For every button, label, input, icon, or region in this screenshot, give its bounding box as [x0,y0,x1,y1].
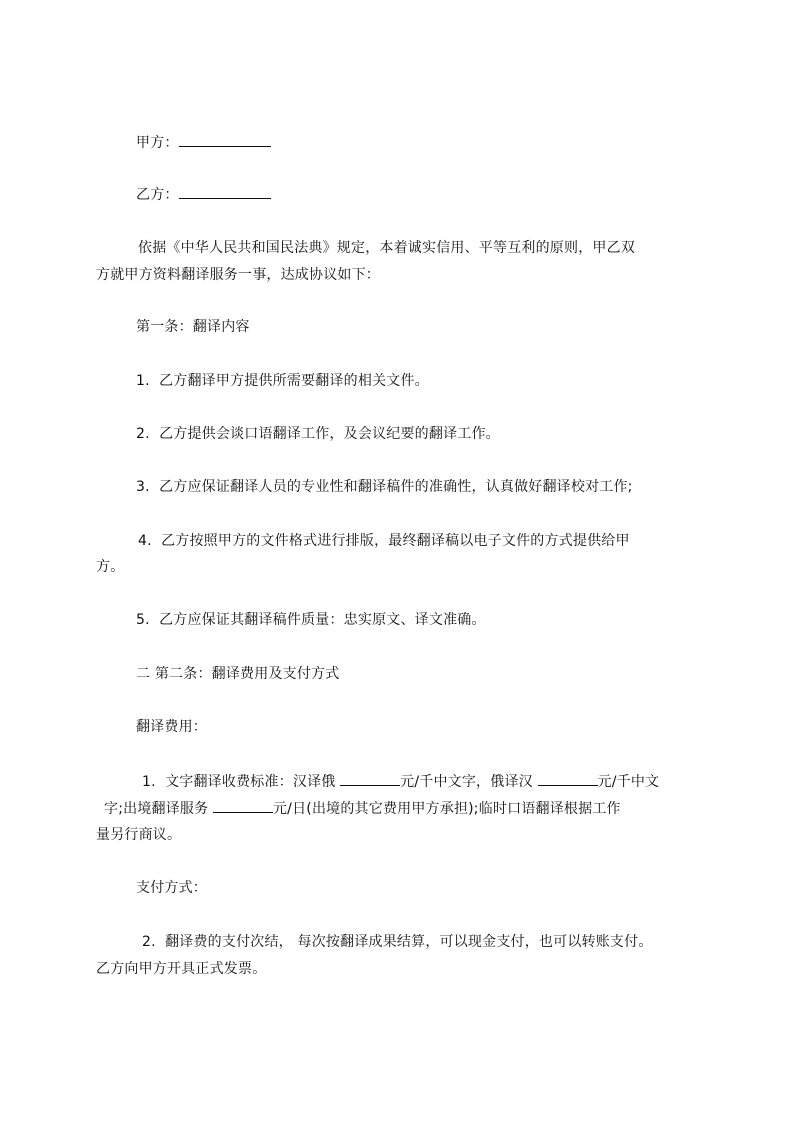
payment-text: 翻译费的支付次结， 每次按翻译成果结算，可以现金支付，也可以转账支付。 [165,934,653,950]
article-1-item-2 [136,424,500,444]
item-number: 5. [136,612,150,628]
fee-text-a: 文字翻译收费标准：汉译俄 [165,774,341,790]
payment-item-line-1 [142,932,653,952]
article-1-item-3 [136,477,633,497]
item-number: 2. [142,934,156,950]
payment-item-line-2: 乙方向甲方开具正式发票。 [96,961,267,977]
party-a-line [136,132,271,153]
item-number: 1. [136,373,150,389]
intro-line-2: 方就甲方资料翻译服务一事，达成协议如下： [96,267,380,283]
party-b-label: 乙方： [136,187,179,203]
item-number: 4. [138,533,152,549]
intro-line-1: 依据《中华人民共和国民法典》规定，本着诚实信用、平等互利的原则，甲乙双 [138,240,635,256]
article-1-item-4-cont: 方。 [96,559,125,575]
party-a-blank [179,132,271,147]
item-number: 1. [142,774,156,790]
article-1-title: 第一条：翻译内容 [136,319,250,335]
party-b-blank [179,184,271,199]
item-text: 乙方翻译甲方提供所需要翻译的相关文件。 [159,373,429,389]
article-2-title: 二 第二条：翻译费用及支付方式 [136,666,340,682]
item-text: 乙方应保证翻译人员的专业性和翻译稿件的准确性，认真做好翻译校对工作; [159,479,633,495]
payment-label: 支付方式： [136,880,207,896]
item-text: 乙方提供会谈口语翻译工作，及会议纪要的翻译工作。 [159,426,500,442]
fee-item-line-2 [104,798,621,819]
article-1-item-4 [138,531,630,551]
party-a-label: 甲方： [136,135,179,151]
item-text: 乙方应保证其翻译稿件质量：忠实原文、译文准确。 [159,612,486,628]
fee-text-e: 元/日(出境的其它费用甲方承担);临时口语翻译根据工作 [272,801,621,817]
fee-blank-abroad [213,798,273,813]
item-text: 乙方按照甲方的文件格式进行排版，最终翻译稿以电子文件的方式提供给甲 [161,533,630,549]
item-number: 3. [136,479,150,495]
article-1-item-1 [136,371,429,391]
article-1-item-5 [136,610,486,630]
fee-item-line-1 [142,771,659,792]
fee-item-line-3: 量另行商议。 [96,827,182,843]
item-number: 2. [136,426,150,442]
fees-label: 翻译费用： [136,719,207,735]
fee-text-c: 元/千中文 [597,774,660,790]
party-b-line [136,184,271,205]
fee-text-d: 字;出境翻译服务 [104,801,213,817]
fee-blank-ru-cn [538,771,598,786]
fee-text-b: 元/千中文字，俄译汉 [400,774,538,790]
fee-blank-cn-ru [340,771,400,786]
